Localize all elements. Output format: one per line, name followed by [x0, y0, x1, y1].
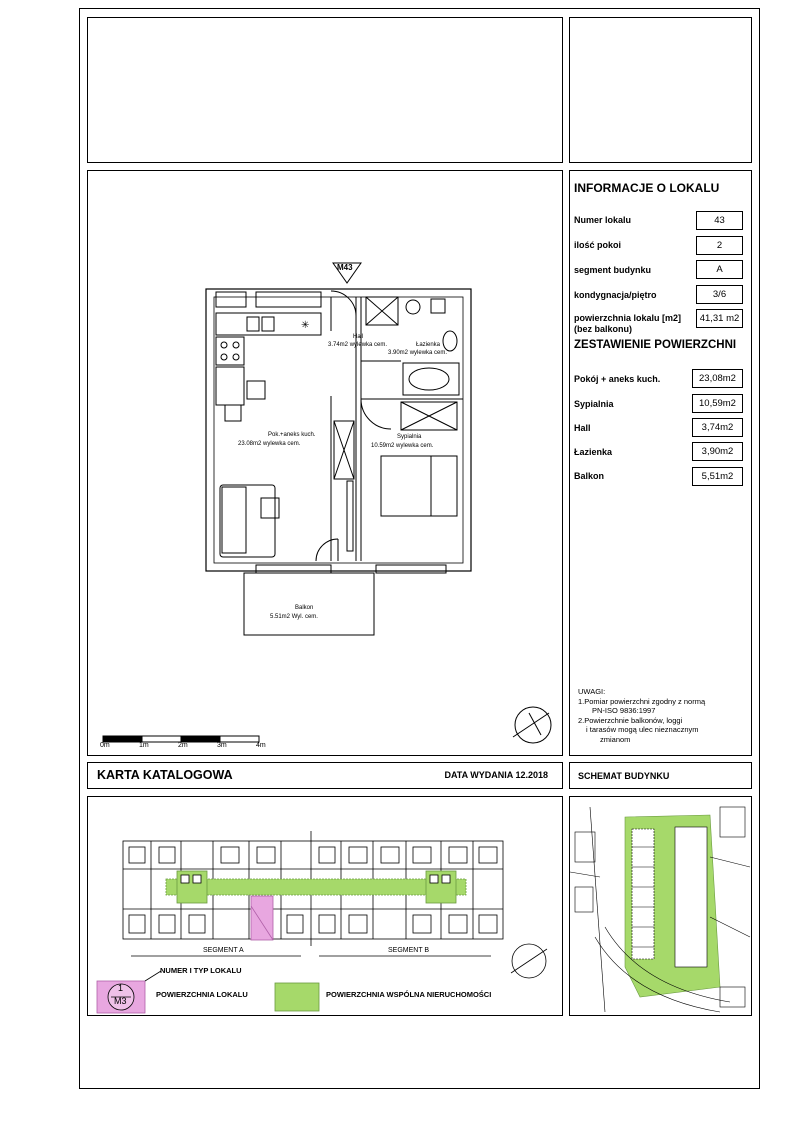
top-right-box	[569, 17, 752, 163]
summary-label-living: Pokój + aneks kuch.	[574, 374, 661, 384]
info-title: INFORMACJE O LOKALU	[574, 181, 720, 195]
summary-value-living: 23,08m2	[692, 369, 743, 388]
unit-highlight	[251, 896, 273, 940]
segment-b-label: SEGMENT B	[388, 947, 430, 954]
info-label-area: powierzchnia lokalu [m2] (bez balkonu)	[574, 313, 682, 334]
scheme-bar	[569, 762, 752, 789]
info-value-area: 41,31 m2	[696, 309, 743, 328]
plan-box: ✳ M43 Hall 3.74m2 wylewka cem. Łazienka 3.90m2 wylewka cem. Pok.+aneks kuch. 23.08m2 wylewka cem. Sypialnia 10.59m2 wylewka cem. Balkon 5.51m2 Wyl. cem. 0m 1m 2m 3m 4m	[87, 170, 563, 756]
info-label-floor: kondygnacja/piętro	[574, 290, 657, 300]
stove	[216, 337, 244, 365]
bath-label: Łazienka 3.90m2 wylewka cem.	[388, 342, 448, 356]
svg-text:✳: ✳	[301, 320, 310, 331]
bed	[381, 456, 457, 516]
living-label: Pok.+aneks kuch. 23.08m2 wylewka cem.	[238, 432, 316, 447]
summary-label-bath: Łazienka	[574, 447, 613, 457]
legend-unit-caption: NUMER I TYP LOKALU	[160, 966, 242, 975]
floor-plan	[88, 171, 564, 757]
segment-a-label: SEGMENT A	[203, 947, 244, 954]
info-label-unit-number: Numer lokalu	[574, 215, 632, 225]
summary-value-balcony: 5,51m2	[692, 467, 743, 486]
catalog-title: KARTA KATALOGOWA	[97, 768, 233, 782]
info-value-segment: A	[696, 260, 743, 279]
site-scheme-box	[569, 796, 752, 1016]
key-plan-box	[87, 796, 563, 1016]
summary-title: ZESTAWIENIE POWIERZCHNI	[574, 339, 737, 351]
info-value-unit-number: 43	[696, 211, 743, 230]
sofa	[220, 485, 275, 557]
info-label-segment: segment budynku	[574, 265, 652, 275]
catalog-bar	[87, 762, 563, 789]
info-label-rooms: ilość pokoi	[574, 240, 622, 250]
summary-value-bedroom: 10,59m2	[692, 394, 743, 413]
unit-tag: M43	[337, 263, 353, 272]
bedroom-label: Sypialnia 10.59m2 wylewka cem.	[371, 434, 434, 449]
info-value-floor: 3/6	[696, 285, 743, 304]
legend-common-area: POWIERZCHNIA WSPÓLNA NIERUCHOMOŚCI	[326, 990, 492, 999]
common-corridor	[166, 879, 466, 895]
info-panel	[569, 170, 752, 756]
hall-label: Hall 3.74m2 wylewka cem.	[328, 334, 388, 348]
summary-value-bath: 3,90m2	[692, 442, 743, 461]
balcony-label: Balkon 5.51m2 Wyl. cem.	[270, 605, 318, 620]
legend-unit-number: 1	[118, 983, 124, 993]
building-key-plan	[88, 797, 564, 1017]
site-plan	[570, 797, 753, 1017]
issue-date: DATA WYDANIA 12.2018	[444, 770, 548, 780]
summary-label-balcony: Balkon	[574, 471, 605, 481]
scheme-title: SCHEMAT BUDYNKU	[578, 771, 670, 781]
notes: UWAGI: 1.Pomiar powierzchni zgodny z normą PN-ISO 9836:1997 2.Powierzchnie balkonów, loggi i tarasów mogą ulec nieznacznym zmianom	[578, 687, 706, 744]
summary-value-hall: 3,74m2	[692, 418, 743, 437]
info-value-rooms: 2	[696, 236, 743, 255]
north-arrow	[515, 707, 551, 743]
legend-green-swatch	[275, 983, 319, 1011]
top-left-box	[87, 17, 563, 163]
summary-label-hall: Hall	[574, 423, 591, 433]
summary-label-bedroom: Sypialnia	[574, 399, 614, 409]
legend-unit-type: M3	[114, 996, 127, 1006]
legend-unit-area: POWIERZCHNIA LOKALU	[156, 990, 248, 999]
